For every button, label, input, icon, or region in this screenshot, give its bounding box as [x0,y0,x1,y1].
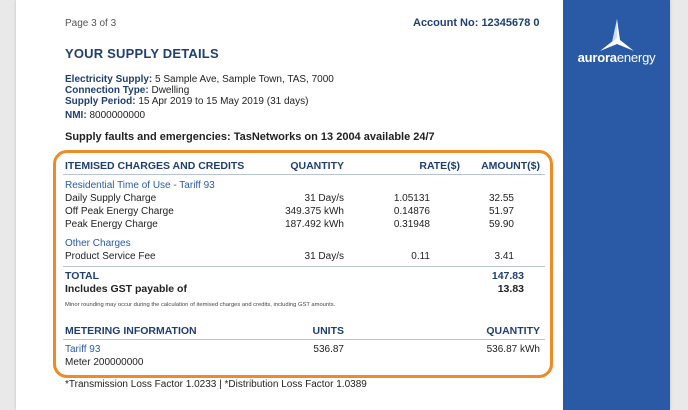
row-desc: Daily Supply Charge [65,193,157,204]
connection-type-value: Dwelling [148,85,190,96]
row-rate: 0.11 [411,251,430,262]
nmi-label: NMI: [65,110,87,121]
row-qty: 187.492 kWh [285,219,344,230]
total-value: 147.83 [491,270,524,282]
metering-quantity: 536.87 kWh [486,344,540,355]
nmi [65,110,145,121]
total-label: TOTAL [65,270,100,282]
account-number: Account No: 12345678 0 [413,17,540,29]
row-qty: 349.375 kWh [285,206,344,217]
logo-name-bold: aurora [577,50,617,65]
metering-units: 536.87 [313,344,344,355]
section-other-charges: Other Charges [65,238,131,249]
header-divider [63,174,545,175]
row-amount: 59.90 [488,219,514,230]
connection-type-label: Connection Type: [65,85,149,96]
row-amount: 32.55 [488,193,514,204]
row-desc: Peak Energy Charge [65,219,158,230]
nmi-value: 8000000000 [86,110,146,121]
metering-divider [63,339,545,340]
row-rate: 1.05131 [393,193,430,204]
logo-name-light: energy [616,50,656,65]
row-qty: 31 Day/s [304,251,344,262]
row-desc: Off Peak Energy Charge [65,206,174,217]
gst-value: 13.83 [497,283,524,295]
aurora-energy-logo [565,18,668,78]
section-tariff-93: Residential Time of Use - Tariff 93 [65,180,215,191]
supply-period [65,96,308,107]
charges-header-rate: RATE($) [419,160,460,172]
charges-header-item: ITEMISED CHARGES AND CREDITS [65,160,245,172]
metering-header-item: METERING INFORMATION [65,325,197,337]
row-rate: 0.31948 [393,219,430,230]
supply-address-value: 5 Sample Ave, Sample Town, TAS, 7000 [152,74,334,85]
supply-address-label: Electricity Supply: [65,74,153,85]
metering-tariff: Tariff 93 [65,344,101,355]
metering-header-quantity: QUANTITY [486,325,540,337]
page-number: Page 3 of 3 [65,18,117,29]
supply-address [65,74,334,85]
metering-header-units: UNITS [312,325,344,337]
row-qty: 31 Day/s [304,193,344,204]
page-title: YOUR SUPPLY DETAILS [65,46,219,61]
total-divider [63,266,545,267]
row-amount: 51.97 [488,206,514,217]
gst-label: Includes GST payable of [65,283,187,295]
connection-type [65,85,189,96]
faults-notice: Supply faults and emergencies: TasNetworks on 13 2004 available 24/7 [65,131,435,143]
row-amount: 3.41 [494,251,514,262]
row-desc: Product Service Fee [65,251,156,262]
charges-header-amount: AMOUNT($) [481,160,540,172]
rounding-note: Minor rounding may occur during the calculation of itemised charges and credits, including GST amounts. [65,302,336,308]
loss-factor-footer: *Transmission Loss Factor 1.0233 | *Distribution Loss Factor 1.0389 [65,379,367,390]
meter-number: Meter 200000000 [65,357,144,368]
supply-period-label: Supply Period: [65,96,136,107]
row-rate: 0.14876 [393,206,430,217]
charges-header-quantity: QUANTITY [290,160,344,172]
supply-period-value: 15 Apr 2019 to 15 May 2019 (31 days) [135,96,309,107]
aurora-star-icon [598,18,636,52]
